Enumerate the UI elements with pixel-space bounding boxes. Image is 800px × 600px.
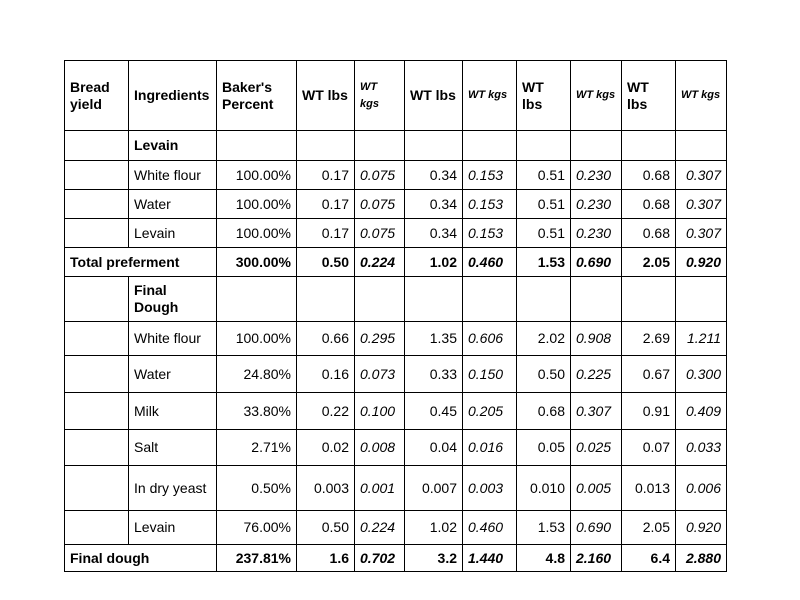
empty-cell	[65, 356, 129, 393]
empty-cell	[65, 219, 129, 248]
weight-kgs-cell: 0.153	[463, 219, 517, 248]
weight-kgs-cell: 0.005	[571, 466, 622, 511]
weight-kgs-cell: 0.025	[571, 430, 622, 466]
empty-cell	[463, 277, 517, 322]
percent-cell: 100.00%	[217, 322, 297, 356]
weight-kgs-cell: 0.153	[463, 161, 517, 190]
empty-cell	[297, 131, 355, 161]
percent-cell: 24.80%	[217, 356, 297, 393]
empty-cell	[676, 277, 727, 322]
weight-lbs-cell: 4.8	[517, 545, 571, 572]
weight-kgs-cell: 0.307	[676, 161, 727, 190]
weight-kgs-cell: 0.230	[571, 161, 622, 190]
weight-lbs-cell: 0.17	[297, 190, 355, 219]
weight-lbs-cell: 0.45	[405, 393, 463, 430]
weight-lbs-cell: 2.69	[622, 322, 676, 356]
weight-lbs-cell: 0.34	[405, 161, 463, 190]
weight-kgs-cell: 0.008	[355, 430, 405, 466]
weight-kgs-cell: 0.409	[676, 393, 727, 430]
weight-kgs-cell: 0.073	[355, 356, 405, 393]
percent-cell: 100.00%	[217, 219, 297, 248]
section-label: Final Dough	[129, 277, 217, 322]
empty-cell	[355, 131, 405, 161]
empty-cell	[65, 190, 129, 219]
empty-cell	[405, 131, 463, 161]
weight-lbs-cell: 0.68	[622, 190, 676, 219]
weight-lbs-cell: 0.68	[622, 219, 676, 248]
weight-lbs-cell: 6.4	[622, 545, 676, 572]
header-cell: WT lbs	[297, 61, 355, 131]
ingredient-cell: Milk	[129, 393, 217, 430]
percent-cell: 0.50%	[217, 466, 297, 511]
weight-lbs-cell: 2.02	[517, 322, 571, 356]
empty-cell	[65, 322, 129, 356]
empty-cell	[65, 131, 129, 161]
weight-kgs-cell: 0.075	[355, 161, 405, 190]
weight-lbs-cell: 0.013	[622, 466, 676, 511]
weight-kgs-cell: 1.211	[676, 322, 727, 356]
weight-kgs-cell: 2.880	[676, 545, 727, 572]
weight-kgs-cell: 1.440	[463, 545, 517, 572]
percent-cell: 33.80%	[217, 393, 297, 430]
weight-lbs-cell: 2.05	[622, 248, 676, 277]
empty-cell	[355, 277, 405, 322]
table-row	[65, 190, 727, 219]
weight-lbs-cell: 0.51	[517, 190, 571, 219]
empty-cell	[405, 277, 463, 322]
empty-cell	[65, 430, 129, 466]
percent-cell: 76.00%	[217, 511, 297, 545]
weight-kgs-cell: 0.690	[571, 511, 622, 545]
table-row	[65, 356, 727, 393]
table-row	[65, 393, 727, 430]
weight-lbs-cell: 0.91	[622, 393, 676, 430]
weight-lbs-cell: 0.50	[517, 356, 571, 393]
weight-kgs-cell: 0.307	[676, 190, 727, 219]
weight-kgs-cell: 0.230	[571, 219, 622, 248]
header-cell: WT kgs	[676, 61, 727, 131]
empty-cell	[517, 277, 571, 322]
empty-cell	[65, 511, 129, 545]
weight-lbs-cell: 1.53	[517, 248, 571, 277]
weight-kgs-cell: 0.307	[676, 219, 727, 248]
weight-kgs-cell: 0.100	[355, 393, 405, 430]
empty-cell	[463, 131, 517, 161]
weight-lbs-cell: 1.53	[517, 511, 571, 545]
weight-kgs-cell: 0.920	[676, 248, 727, 277]
header-cell: WT lbs	[622, 61, 676, 131]
weight-kgs-cell: 0.460	[463, 511, 517, 545]
weight-kgs-cell: 0.075	[355, 219, 405, 248]
total-label: Final dough	[65, 545, 217, 572]
ingredient-cell: In dry yeast	[129, 466, 217, 511]
ingredient-cell: Levain	[129, 511, 217, 545]
header-row	[65, 61, 727, 131]
empty-cell	[571, 131, 622, 161]
weight-lbs-cell: 0.68	[622, 161, 676, 190]
header-cell: WT lbs	[517, 61, 571, 131]
weight-lbs-cell: 3.2	[405, 545, 463, 572]
ingredient-cell: Salt	[129, 430, 217, 466]
empty-cell	[622, 277, 676, 322]
weight-kgs-cell: 0.150	[463, 356, 517, 393]
weight-lbs-cell: 1.02	[405, 511, 463, 545]
weight-lbs-cell: 0.07	[622, 430, 676, 466]
weight-kgs-cell: 0.300	[676, 356, 727, 393]
weight-lbs-cell: 0.34	[405, 219, 463, 248]
weight-lbs-cell: 0.17	[297, 219, 355, 248]
empty-cell	[622, 131, 676, 161]
section-row	[65, 277, 727, 322]
empty-cell	[676, 131, 727, 161]
table-row	[65, 322, 727, 356]
weight-lbs-cell: 1.02	[405, 248, 463, 277]
weight-lbs-cell: 1.6	[297, 545, 355, 572]
header-cell: WT kgs	[355, 61, 405, 131]
empty-cell	[571, 277, 622, 322]
percent-cell: 237.81%	[217, 545, 297, 572]
empty-cell	[297, 277, 355, 322]
section-label: Levain	[129, 131, 217, 161]
section-row	[65, 131, 727, 161]
header-cell: Ingredients	[129, 61, 217, 131]
weight-kgs-cell: 0.001	[355, 466, 405, 511]
weight-lbs-cell: 2.05	[622, 511, 676, 545]
header-cell: WT kgs	[571, 61, 622, 131]
weight-lbs-cell: 1.35	[405, 322, 463, 356]
weight-lbs-cell: 0.003	[297, 466, 355, 511]
table-row	[65, 466, 727, 511]
table-row	[65, 219, 727, 248]
header-cell: WT kgs	[463, 61, 517, 131]
weight-lbs-cell: 0.51	[517, 219, 571, 248]
weight-kgs-cell: 0.075	[355, 190, 405, 219]
weight-lbs-cell: 0.17	[297, 161, 355, 190]
weight-lbs-cell: 0.010	[517, 466, 571, 511]
header-cell: WT lbs	[405, 61, 463, 131]
weight-lbs-cell: 0.33	[405, 356, 463, 393]
weight-lbs-cell: 0.51	[517, 161, 571, 190]
weight-kgs-cell: 0.006	[676, 466, 727, 511]
weight-lbs-cell: 0.68	[517, 393, 571, 430]
empty-cell	[65, 466, 129, 511]
weight-lbs-cell: 0.50	[297, 511, 355, 545]
percent-cell: 100.00%	[217, 161, 297, 190]
weight-kgs-cell: 0.908	[571, 322, 622, 356]
weight-lbs-cell: 0.04	[405, 430, 463, 466]
weight-lbs-cell: 0.34	[405, 190, 463, 219]
weight-kgs-cell: 2.160	[571, 545, 622, 572]
weight-kgs-cell: 0.033	[676, 430, 727, 466]
total-label: Total preferment	[65, 248, 217, 277]
table-row	[65, 511, 727, 545]
weight-lbs-cell: 0.22	[297, 393, 355, 430]
weight-kgs-cell: 0.702	[355, 545, 405, 572]
weight-kgs-cell: 0.230	[571, 190, 622, 219]
percent-cell: 2.71%	[217, 430, 297, 466]
weight-lbs-cell: 0.02	[297, 430, 355, 466]
weight-kgs-cell: 0.016	[463, 430, 517, 466]
total-row	[65, 248, 727, 277]
header-cell: Bread yield	[65, 61, 129, 131]
weight-kgs-cell: 0.224	[355, 248, 405, 277]
ingredient-cell: Water	[129, 190, 217, 219]
weight-kgs-cell: 0.690	[571, 248, 622, 277]
empty-cell	[65, 393, 129, 430]
empty-cell	[65, 277, 129, 322]
weight-lbs-cell: 0.66	[297, 322, 355, 356]
recipe-table	[64, 60, 727, 572]
empty-cell	[65, 161, 129, 190]
weight-lbs-cell: 0.50	[297, 248, 355, 277]
ingredient-cell: White flour	[129, 161, 217, 190]
empty-cell	[217, 277, 297, 322]
weight-kgs-cell: 0.920	[676, 511, 727, 545]
weight-kgs-cell: 0.460	[463, 248, 517, 277]
weight-lbs-cell: 0.007	[405, 466, 463, 511]
header-cell: Baker's Percent	[217, 61, 297, 131]
weight-kgs-cell: 0.225	[571, 356, 622, 393]
empty-cell	[217, 131, 297, 161]
weight-lbs-cell: 0.67	[622, 356, 676, 393]
weight-kgs-cell: 0.224	[355, 511, 405, 545]
table-row	[65, 161, 727, 190]
percent-cell: 100.00%	[217, 190, 297, 219]
ingredient-cell: Levain	[129, 219, 217, 248]
percent-cell: 300.00%	[217, 248, 297, 277]
weight-kgs-cell: 0.606	[463, 322, 517, 356]
weight-kgs-cell: 0.003	[463, 466, 517, 511]
table-row	[65, 430, 727, 466]
weight-lbs-cell: 0.16	[297, 356, 355, 393]
ingredient-cell: White flour	[129, 322, 217, 356]
weight-kgs-cell: 0.205	[463, 393, 517, 430]
ingredient-cell: Water	[129, 356, 217, 393]
total-row	[65, 545, 727, 572]
weight-kgs-cell: 0.295	[355, 322, 405, 356]
weight-kgs-cell: 0.153	[463, 190, 517, 219]
weight-kgs-cell: 0.307	[571, 393, 622, 430]
empty-cell	[517, 131, 571, 161]
weight-lbs-cell: 0.05	[517, 430, 571, 466]
